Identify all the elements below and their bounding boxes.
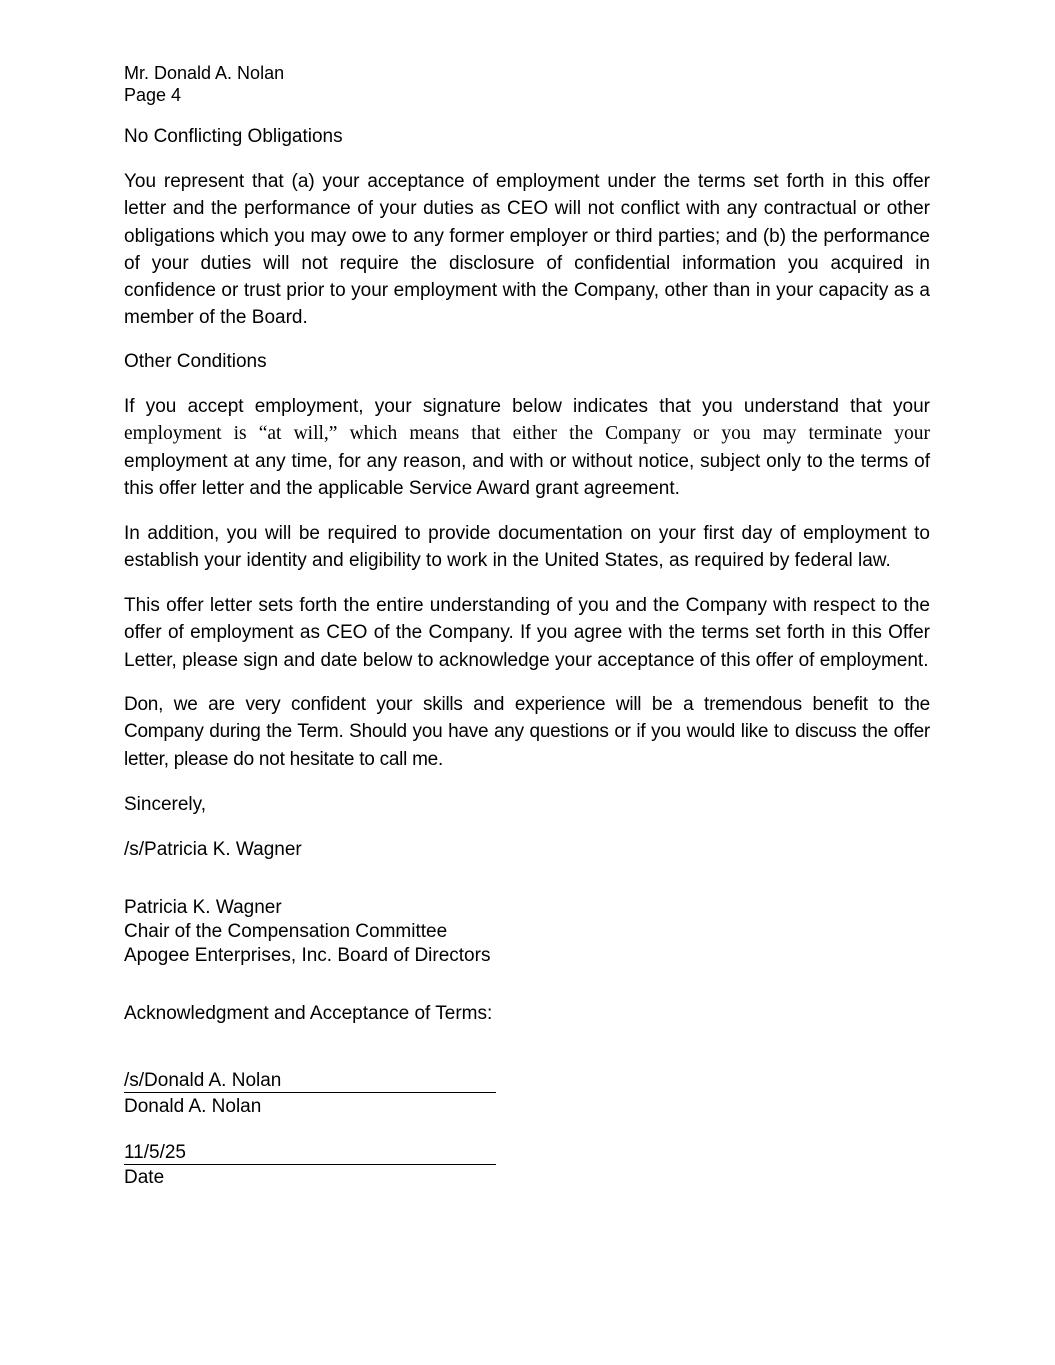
employee-signature-label: Donald A. Nolan	[124, 1096, 262, 1117]
section-heading-other-conditions: Other Conditions	[124, 351, 267, 372]
closing-signature: /s/Patricia K. Wagner	[124, 839, 302, 860]
at-will-line-1: If you accept employment, your signature below indicates that you understand that your	[124, 396, 930, 417]
header-addressee: Mr. Donald A. Nolan	[124, 63, 285, 83]
date-label: Date	[124, 1167, 165, 1188]
paragraph-at-will	[124, 393, 930, 502]
employee-signature: /s/Donald A. Nolan	[124, 1070, 282, 1091]
section-heading-no-conflict: No Conflicting Obligations	[124, 126, 343, 147]
at-will-rest: employment at any time, for any reason, and with or without notice, subject only to the terms of this offer letter and the applicable Service Award grant agreement.	[124, 450, 930, 499]
header-page-number: Page 4	[124, 85, 182, 105]
date-line	[124, 1141, 496, 1165]
date-value: 11/5/25	[124, 1142, 186, 1163]
paragraph-closing-remarks: Don, we are very confident your skills and experience will be a tremendous benefit to the Company during the Term. Should you have any questions or if you would like to discuss the offer letter, please do not hesitate to call me.	[124, 694, 930, 770]
paragraph-entire-understanding: This offer letter sets forth the entire understanding of you and the Company with respect to the offer of employment as CEO of the Company. If you agree with the terms set forth in this Offer Letter, please sign and date below to acknowledge your acceptance of this offer of employment.	[124, 595, 930, 671]
acknowledgment-heading: Acknowledgment and Acceptance of Terms:	[124, 1003, 493, 1024]
paragraph-no-conflict: You represent that (a) your acceptance of employment under the terms set forth in this offer letter and the performance of your duties as CEO will not conflict with any contractual or other obligations which you may owe to any former employer or third parties; and (b) the performance of your duties will not require the disclosure of confidential information you acquired in confidence or trust prior to your employment with the Company, other than in your capacity as a member of the Board.	[124, 171, 930, 329]
signer-title: Chair of the Compensation Committee	[124, 921, 448, 942]
closing-salutation: Sincerely,	[124, 794, 207, 815]
employee-signature-line	[124, 1069, 496, 1093]
paragraph-documentation: In addition, you will be required to provide documentation on your first day of employment to establish your identity and eligibility to work in the United States, as required by federal law.	[124, 523, 930, 572]
signer-name: Patricia K. Wagner	[124, 897, 282, 918]
at-will-line-2: employment is “at will,” which means that either the Company or you may terminate your	[124, 423, 930, 445]
signer-organization: Apogee Enterprises, Inc. Board of Directors	[124, 945, 491, 966]
